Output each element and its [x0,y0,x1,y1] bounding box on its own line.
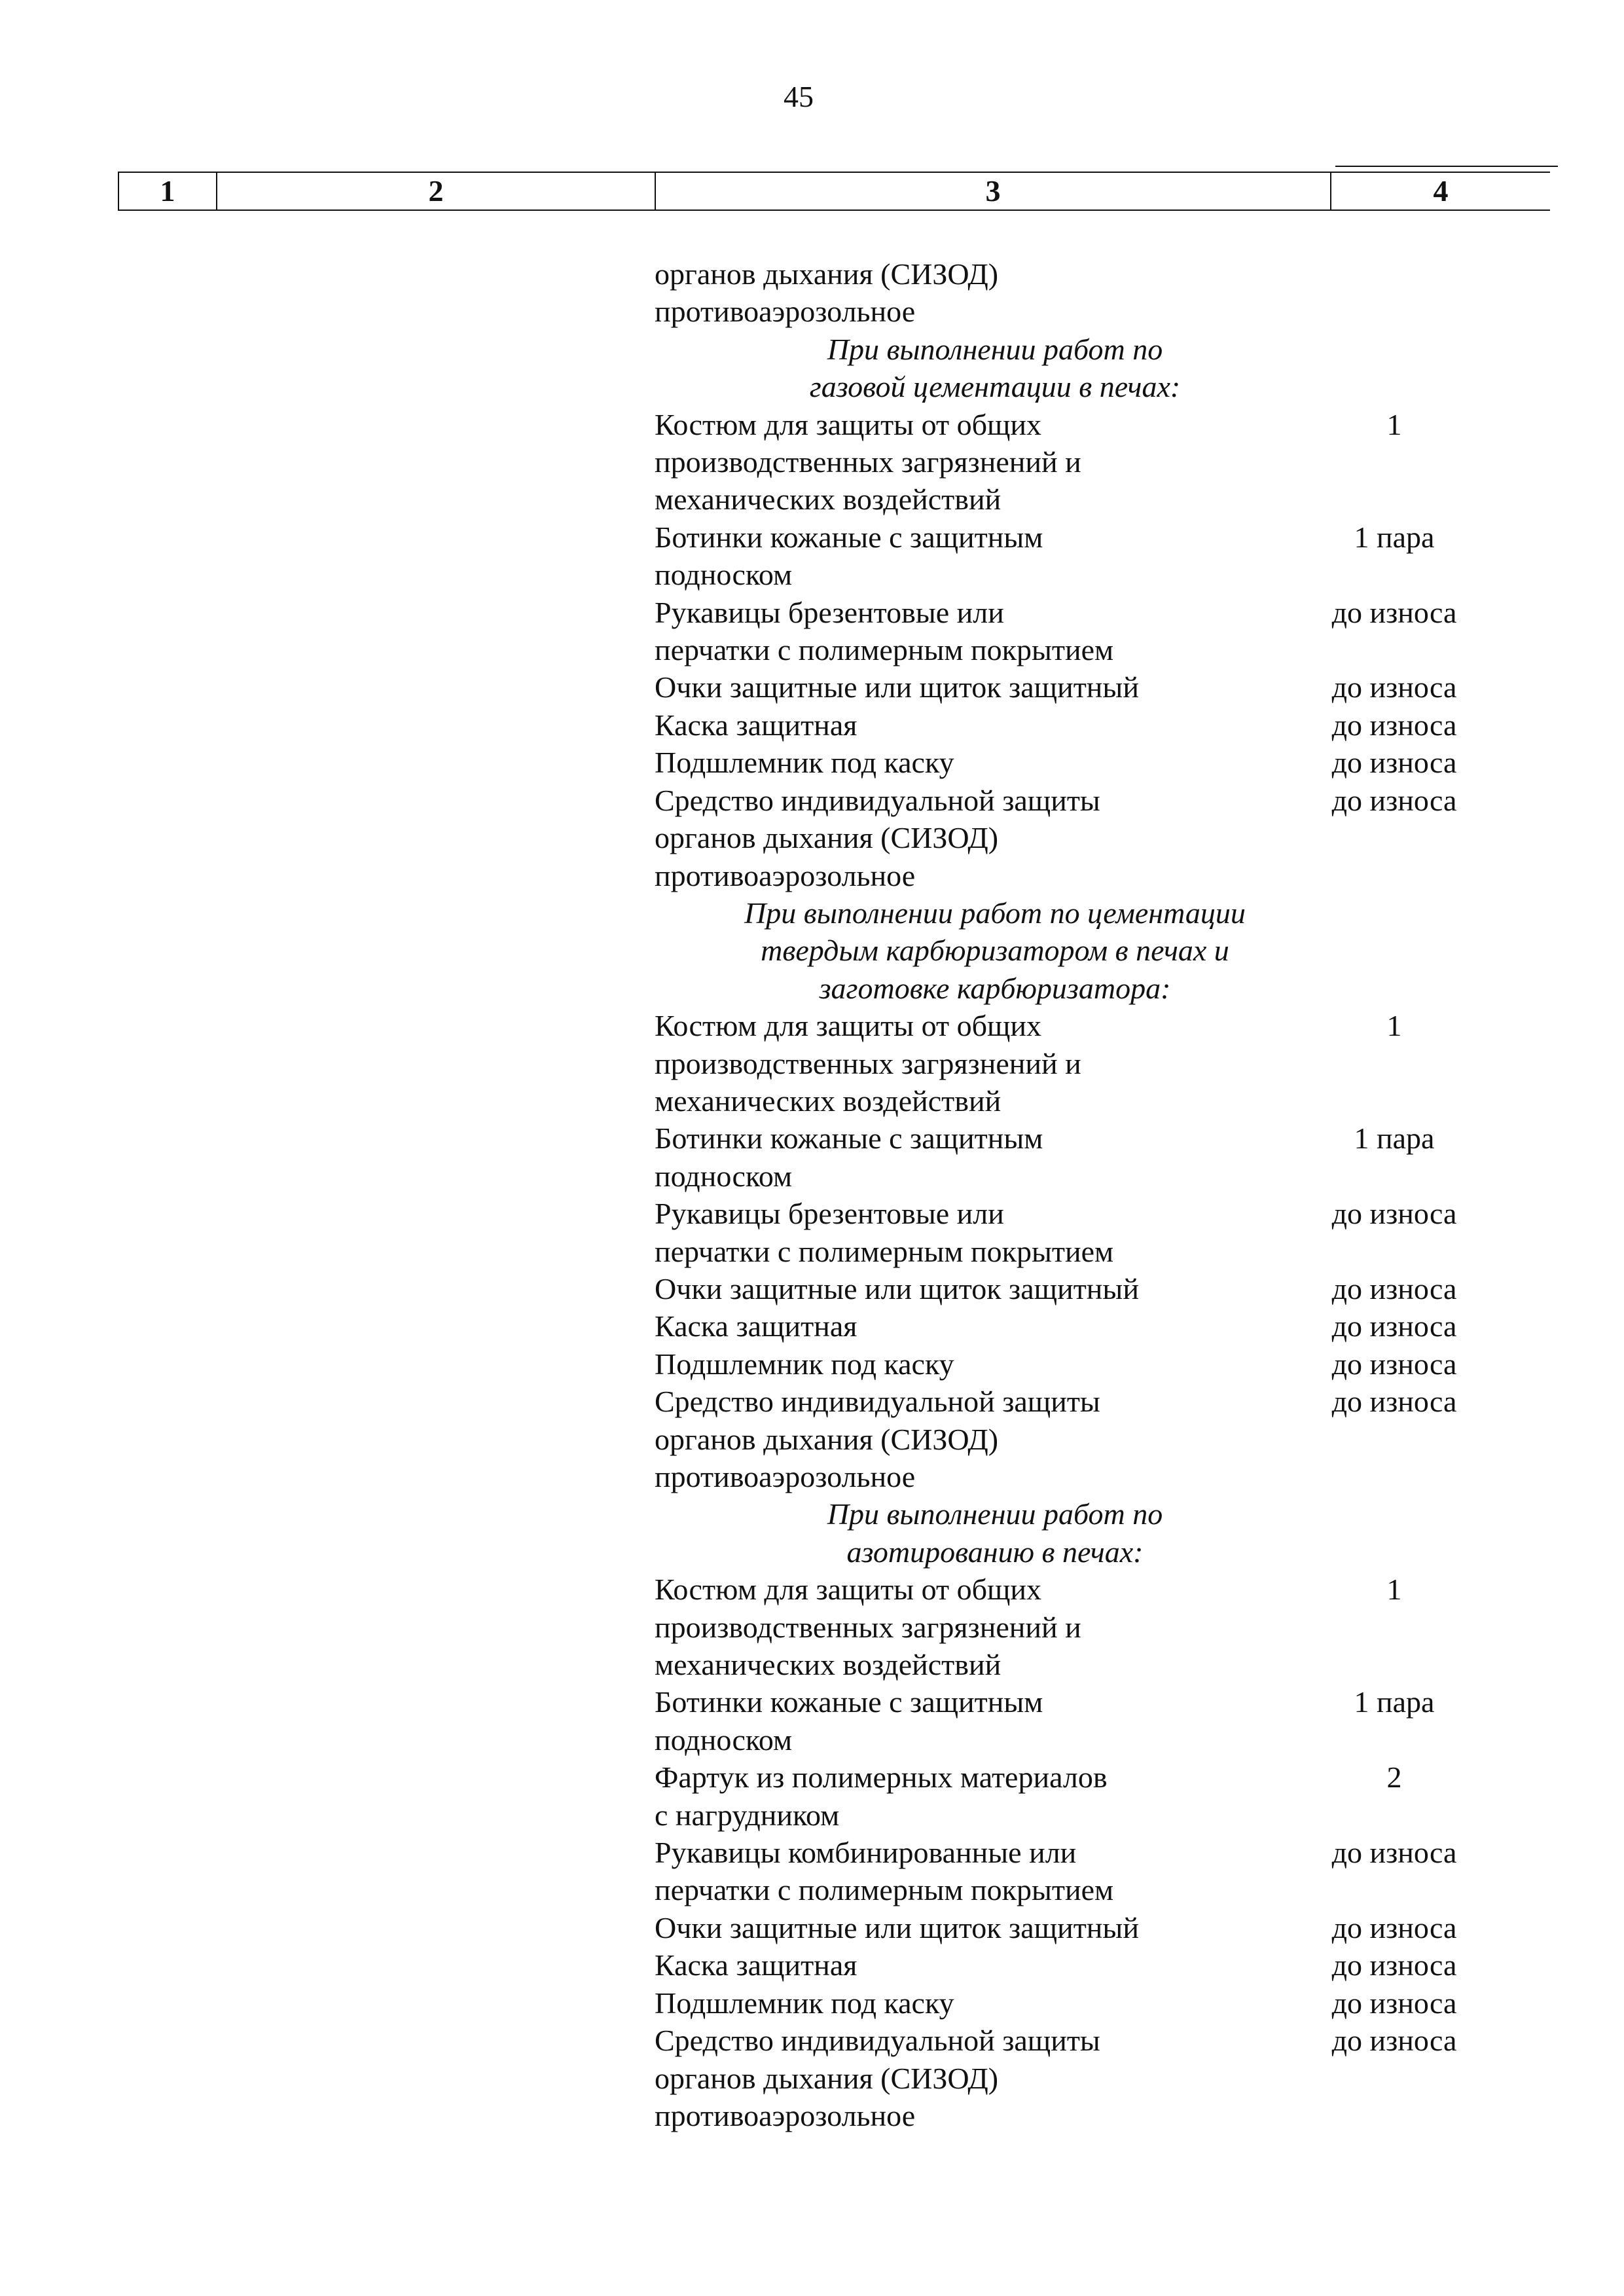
table-row [655,406,1558,519]
item-name: Ботинки кожаные с защитным подноском [655,520,1043,592]
item-quantity: до износа [1331,1197,1457,1231]
table-row [655,1383,1558,1495]
item-quantity: 2 [1386,1760,1402,1795]
item-name: Очки защитные или щиток защитный [655,1271,1139,1305]
table-row [655,1120,1558,1195]
item-name: Средство индивидуальной защиты органов дыхания (СИЗОД) противоаэрозольное [655,2024,1100,2132]
table-row [655,1946,1558,1984]
table-row [655,744,1558,781]
item-name: Очки защитные или щиток защитный [655,670,1139,704]
table-header [118,172,1550,211]
section-title: При выполнении работ по азотированию в печах: [827,1497,1163,1569]
item-name: Каска защитная [655,708,857,742]
item-quantity: до износа [1331,783,1457,817]
header-top-rule [1335,166,1558,167]
column-header-2: 2 [217,172,655,210]
item-quantity: 1 [1386,1573,1402,1607]
table-row [655,1270,1558,1307]
section-title: При выполнении работ по газовой цементации в печах: [809,332,1181,404]
item-quantity: до износа [1331,2024,1457,2058]
column-header-3: 3 [655,172,1331,210]
item-name: Костюм для защиты от общих производственных загрязнений и механических воздействий [655,1573,1081,1682]
table-row [655,782,1558,894]
item-quantity: до износа [1331,1347,1457,1381]
item-quantity: 1 [1386,1009,1402,1043]
item-quantity: до износа [1331,1948,1457,1982]
item-name: Рукавицы брезентовые или перчатки с полимерным покрытием [655,1197,1114,1268]
item-name: Подшлемник под каску [655,1986,954,2020]
item-quantity: до износа [1331,595,1457,629]
item-quantity: до износа [1331,746,1457,780]
item-quantity: 1 пара [1354,1685,1435,1719]
item-name: Подшлемник под каску [655,1347,954,1381]
item-quantity: до износа [1331,1910,1457,1944]
item-quantity: 1 пара [1354,520,1435,554]
item-quantity: до износа [1331,1385,1457,1419]
table-row [655,1007,1558,1120]
table-row [655,1307,1558,1345]
item-quantity: 1 [1386,407,1402,441]
item-name: Костюм для защиты от общих производственных загрязнений и механических воздействий [655,407,1081,517]
table-row [655,1758,1558,1834]
item-quantity: 1 пара [1354,1121,1435,1156]
item-name: Подшлемник под каску [655,746,954,780]
table-row [655,519,1558,594]
table-row [655,668,1558,706]
table-row [655,1345,1558,1383]
table-row [655,1683,1558,1758]
sections-container [655,331,1558,2135]
table-body [655,255,1558,2134]
item-quantity: до износа [1331,670,1457,704]
item-name: Средство индивидуальной защиты органов дыхания (СИЗОД) противоаэрозольное [655,783,1100,892]
intro-text: органов дыхания (СИЗОД) противоаэрозольное [655,257,999,329]
page-number: 45 [784,80,814,113]
item-name: Рукавицы комбинированные или перчатки с полимерным покрытием [655,1836,1114,1907]
item-quantity: до износа [1331,1986,1457,2020]
item-quantity: до износа [1331,1836,1457,1870]
item-name: Средство индивидуальной защиты органов дыхания (СИЗОД) противоаэрозольное [655,1385,1100,1493]
item-name: Каска защитная [655,1309,857,1343]
item-name: Каска защитная [655,1948,857,1982]
item-name: Рукавицы брезентовые или перчатки с полимерным покрытием [655,595,1114,667]
column-header-4: 4 [1331,172,1550,210]
table-row [655,2022,1558,2134]
table-row [655,706,1558,744]
table-row [655,1571,1558,1683]
item-name: Очки защитные или щиток защитный [655,1910,1139,1944]
item-quantity: до износа [1331,708,1457,742]
section-title: При выполнении работ по цементации твердым карбюризатором в печах и заготовке карбюризатора: [744,896,1246,1005]
item-quantity: до износа [1331,1271,1457,1305]
table-row [655,1834,1558,1909]
item-name: Костюм для защиты от общих производственных загрязнений и механических воздействий [655,1009,1081,1118]
item-name: Фартук из полимерных материалов с нагрудником [655,1760,1108,1832]
table-row [655,1195,1558,1270]
item-name: Ботинки кожаные с защитным подноском [655,1685,1043,1757]
column-header-1: 1 [118,172,217,210]
item-quantity: до износа [1331,1309,1457,1343]
item-name: Ботинки кожаные с защитным подноском [655,1121,1043,1193]
table-row [655,1909,1558,1946]
table-row [655,1984,1558,2022]
table-row [655,594,1558,669]
